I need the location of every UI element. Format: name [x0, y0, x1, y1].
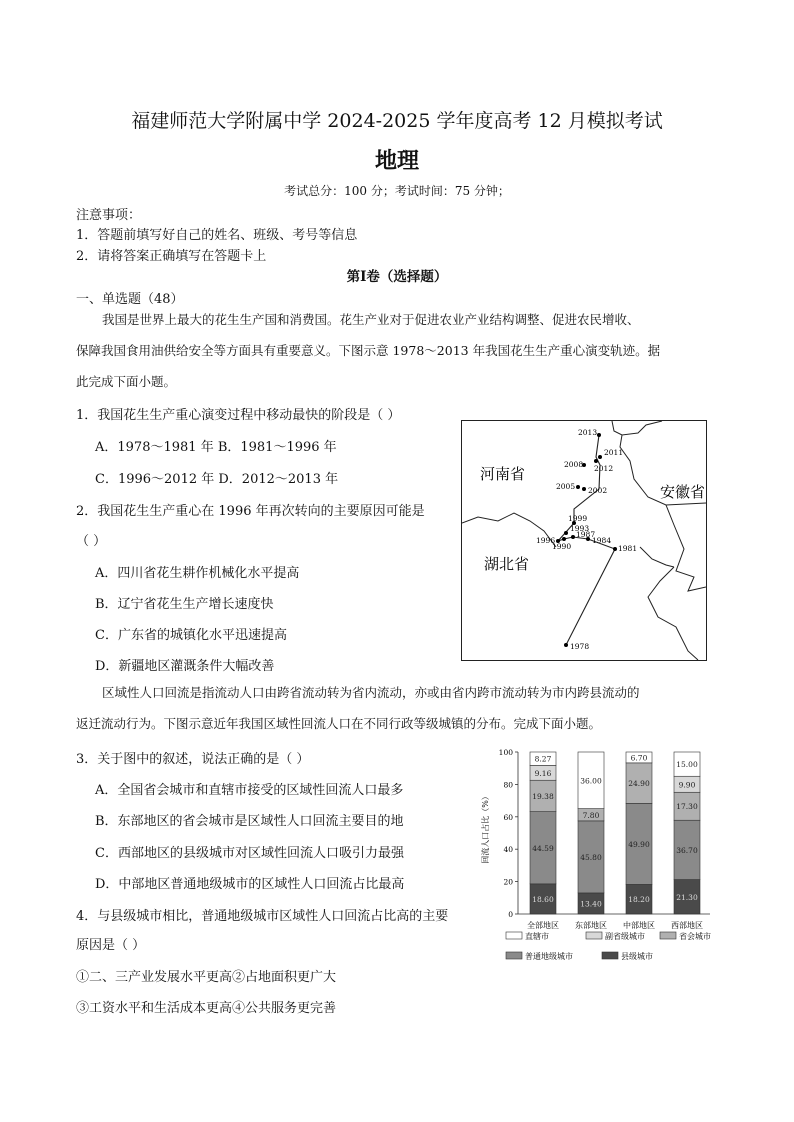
- point-1978: [564, 643, 568, 647]
- exam-title: 福建师范大学附属中学 2024-2025 学年度高考 12 月模拟考试: [131, 110, 663, 132]
- q3-stem: 3．关于图中的叙述，说法正确的是（ ）: [76, 752, 310, 767]
- chart-data-label: 24.90: [628, 779, 650, 789]
- chart-y-axis-label: 回流人口占比（%）: [481, 792, 490, 864]
- chart-data-label: 13.40: [580, 899, 602, 909]
- return-population-chart: [470, 742, 730, 974]
- chart-data-label: 18.60: [532, 894, 554, 904]
- chart-y-tick-label: 0: [508, 910, 513, 919]
- q3-option-c: C．西部地区的县级城市对区域性回流人口吸引力最强: [95, 846, 404, 861]
- notes-item-2: 2．请将答案正确填写在答题卡上: [76, 249, 267, 264]
- chart-x-tick-label: 中部地区: [623, 921, 655, 930]
- year-1999: 1999: [568, 514, 588, 523]
- chart-x-labels: [527, 920, 703, 930]
- chart-data-label: 21.30: [676, 892, 698, 902]
- chart-x-tick-label: 西部地区: [671, 921, 703, 930]
- boundary-henan-anhui: [612, 421, 662, 435]
- boundary-south: [648, 567, 698, 660]
- q4-stem-1: 4．与县级城市相比，普通地级城市区域性人口回流占比高的主要: [76, 909, 449, 924]
- chart-y-tick-label: 20: [503, 877, 513, 887]
- q1-options-ab: A．1978～1981 年 B．1981～1996 年: [95, 440, 337, 455]
- point-2011: [598, 455, 602, 459]
- year-1981: 1981: [618, 544, 638, 553]
- boundary-hubei-anhui: [666, 505, 706, 591]
- chart-data-label: 9.90: [678, 780, 696, 790]
- year-2012: 2012: [594, 464, 614, 473]
- point-2002: [582, 487, 586, 491]
- q2-option-d: D．新疆地区灌溉条件大幅改善: [95, 659, 275, 674]
- chart-data-label: 19.38: [532, 791, 554, 801]
- point-1990: [562, 537, 566, 541]
- boundary-mid: [640, 547, 674, 567]
- chart-y-tick-label: 100: [498, 748, 513, 757]
- year-2013: 2013: [578, 428, 598, 437]
- q3-option-a: A．全国省会城市和直辖市接受的区域性回流人口最多: [95, 783, 404, 798]
- chart-data-label: 7.80: [582, 810, 600, 820]
- part-title: 一、单选题（48）: [76, 292, 184, 307]
- chart-legend-label: 普通地级城市: [525, 952, 573, 961]
- subject-title: 地理: [374, 149, 419, 174]
- q2-option-c: C．广东省的城镇化水平迅速提高: [95, 628, 287, 643]
- point-1981: [613, 547, 617, 551]
- q2-stem: 2．我国花生生产重心在 1996 年再次转向的主要原因可能是: [76, 504, 425, 519]
- peanut-center-map: [461, 420, 707, 661]
- chart-y-tick-label: 60: [503, 812, 513, 822]
- chart-data-label: 36.00: [580, 776, 602, 786]
- chart-data-label: 45.80: [580, 852, 602, 862]
- label-anhui: 安徽省: [660, 483, 706, 501]
- chart-data-label: 6.70: [630, 753, 648, 763]
- passage1-line-1: 我国是世界上最大的花生生产国和消费国。花生产业对于促进农业产业结构调整、促进农民增收、: [102, 312, 640, 327]
- q3-option-b: B．东部地区的省会城市是区域性人口回流主要目的地: [95, 814, 404, 829]
- chart-legend-label: 直辖市: [525, 932, 549, 941]
- chart-legend-label: 副省级城市: [605, 932, 645, 941]
- q4-stem-2: 原因是（ ）: [76, 938, 146, 953]
- q1-stem: 1．我国花生生产重心演变过程中移动最快的阶段是（ ）: [76, 408, 401, 423]
- q4-options-2: ③工资水平和生活成本更高④公共服务更完善: [76, 1001, 337, 1016]
- chart-legend-swatch: [602, 952, 618, 959]
- chart-x-tick-label: 全部地区: [527, 921, 559, 930]
- chart-y-tick-label: 40: [503, 845, 513, 855]
- chart-legend-swatch: [660, 932, 676, 939]
- q3-option-d: D．中部地区普通地级城市的区域性人口回流占比最高: [95, 877, 405, 892]
- q2-option-a: A．四川省花生耕作机械化水平提高: [95, 566, 300, 581]
- chart-data-label: 17.30: [676, 802, 698, 812]
- chart-legend-swatch: [506, 932, 522, 939]
- passage2-line-1: 区域性人口回流是指流动人口由跨省流动转为省内流动，亦或由省内跨市流动转为市内跨县流动的: [102, 685, 640, 700]
- q4-options-1: ①二、三产业发展水平更高②占地面积更广大: [76, 970, 337, 985]
- chart-legend-swatch: [506, 952, 522, 959]
- passage1-line-2: 保障我国食用油供给安全等方面具有重要意义。下图示意 1978～2013 年我国花生生产重心演变轨迹。据: [76, 343, 661, 358]
- year-2005: 2005: [556, 482, 576, 491]
- point-2012: [594, 459, 598, 463]
- year-2011: 2011: [604, 448, 624, 457]
- chart-legend-label: 县级城市: [621, 952, 653, 961]
- exam-info: 考试总分：100 分；考试时间：75 分钟；: [284, 184, 510, 198]
- section-title: 第Ⅰ卷（选择题）: [346, 269, 448, 285]
- year-1978: 1978: [570, 642, 590, 651]
- chart-data-label: 8.27: [534, 754, 552, 764]
- label-hubei: 湖北省: [484, 555, 530, 573]
- chart-data-label: 18.20: [628, 895, 650, 905]
- q2-paren: （ ）: [76, 534, 107, 549]
- point-1993: [564, 531, 568, 535]
- chart-data-label: 49.90: [628, 839, 650, 849]
- point-1987: [571, 535, 575, 539]
- year-2002: 2002: [588, 486, 608, 495]
- chart-bars: [530, 752, 700, 914]
- q2-option-b: B．辽宁省花生生产增长速度快: [95, 597, 274, 612]
- notes-heading: 注意事项：: [76, 208, 142, 223]
- passage2-line-2: 返迁流动行为。下图示意近年我国区域性回流人口在不同行政等级城镇的分布。完成下面小题。: [76, 716, 602, 731]
- q1-options-cd: C．1996～2012 年 D．2012～2013 年: [95, 472, 339, 487]
- chart-legend-label: 省会城市: [679, 932, 711, 941]
- year-1987: 1987: [576, 530, 596, 539]
- chart-data-label: 9.16: [534, 768, 552, 778]
- point-2013: [597, 433, 601, 437]
- year-1996: 1996: [536, 536, 556, 545]
- chart-y-tick-label: 80: [503, 780, 513, 790]
- notes-item-1: 1．答题前填写好自己的姓名、班级、考号等信息: [76, 228, 358, 243]
- point-2005: [576, 485, 580, 489]
- chart-x-tick-label: 东部地区: [575, 921, 607, 930]
- chart-data-label: 36.70: [676, 845, 698, 855]
- year-2008: 2008: [564, 460, 584, 469]
- map-svg: [462, 421, 706, 660]
- label-henan: 河南省: [480, 465, 526, 483]
- chart-legend-swatch: [586, 932, 602, 939]
- chart-legend: [506, 931, 711, 961]
- chart-data-label: 44.59: [532, 843, 554, 853]
- year-1993: 1993: [570, 524, 590, 533]
- passage1-line-3: 此完成下面小题。: [76, 374, 177, 389]
- year-1984: 1984: [592, 536, 612, 545]
- year-1990: 1990: [552, 542, 572, 551]
- chart-data-label: 15.00: [676, 760, 698, 770]
